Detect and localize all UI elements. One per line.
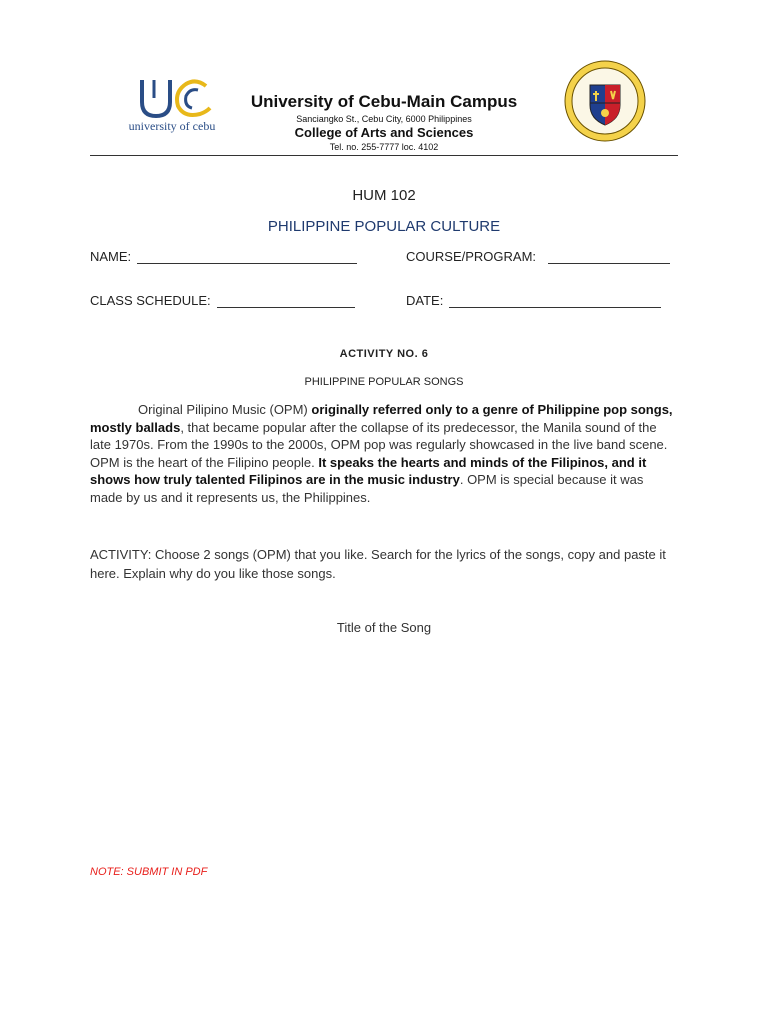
song-title-label: Title of the Song [336,620,432,635]
name-field[interactable] [90,249,357,264]
paragraph-bold-1: originally referred only to a genre of Philippine pop songs, mostly ballads [90,402,673,435]
college-name: College of Arts and Sciences [294,125,474,140]
name-blank[interactable] [137,251,357,264]
logo-caption: university of cebu [128,119,216,133]
telephone-number: Tel. no. 255-7777 loc. 4102 [329,142,439,152]
date-label: DATE: [406,293,444,308]
submission-note: NOTE: SUBMIT IN PDF [90,866,208,878]
course-title: PHILIPPINE POPULAR CULTURE [267,218,501,235]
course-program-blank[interactable] [548,251,670,264]
university-address: Sanciangko St., Cebu City, 6000 Philippines [296,114,472,124]
activity-instructions: ACTIVITY: Choose 2 songs (OPM) that you like. Search for the lyrics of the songs, copy and paste it here. Explain why do you like those songs. [90,547,666,581]
paragraph-bold-2: It speaks the hearts and minds of the Filipinos, and it shows how truly talented Filipinos are in the music industry [90,454,647,488]
paragraph-text-3: . OPM is special because it was made by us and it represents us, the Philippines. [90,472,644,505]
college-seal [563,59,647,143]
paragraph-text-1: Original Pilipino Music (OPM) [138,402,312,417]
activity-subtitle: PHILIPPINE POPULAR SONGS [304,376,464,388]
class-schedule-label: CLASS SCHEDULE: [90,293,211,308]
header-divider [90,155,678,156]
course-code: HUM 102 [352,187,416,204]
class-schedule-blank[interactable] [217,295,355,308]
name-label: NAME: [90,249,132,264]
course-program-label: COURSE/PROGRAM: [406,249,537,264]
date-blank[interactable] [449,295,661,308]
activity-number: ACTIVITY NO. 6 [339,348,429,360]
class-schedule-field[interactable] [90,293,355,308]
date-field[interactable] [406,293,661,308]
paragraph-text-2: , that became popular after the collapse of its predecessor, the Manila sound of the late 1970s. From the 1990s to the 2000s, OPM pop was regularly showcased in the live band scene. OPM is the heart of the Filipino people. [90,419,668,470]
university-name: University of Cebu-Main Campus [250,92,518,111]
opm-description [90,401,674,507]
college-seal-icon [563,59,647,143]
course-program-field[interactable] [406,249,670,264]
